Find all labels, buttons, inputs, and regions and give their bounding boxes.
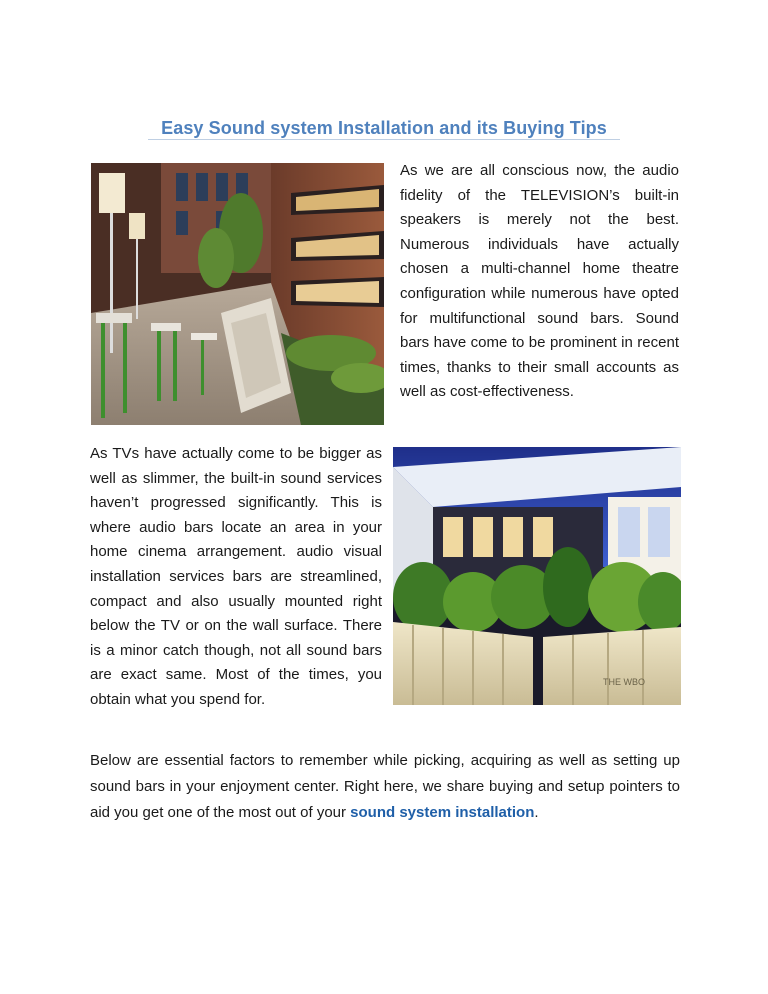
setup-paragraph xyxy=(90,748,680,826)
setup-text-end: . xyxy=(534,804,539,821)
page-title: Easy Sound system Installation and its Buying Tips xyxy=(161,118,607,139)
night-terrace-photo xyxy=(393,447,681,705)
setup-text: Below are essential factors to remember while picking, acquiring as well as setting up sound bars in your enjoyment center. Right here, we share buying and setup pointers to aid you get one of the most out of your xyxy=(90,752,680,821)
terrace-photo xyxy=(91,163,384,425)
sound-system-installation-link[interactable]: sound system installation xyxy=(350,804,535,821)
intro-paragraph: As we are all conscious now, the audio fidelity of the TELEVISION’s built-in speakers is merely not the best. Numerous individuals have actually chosen a multi-channel home theatre configuration while numerous have opted for multifunctional sound bars. Sound bars have come to be prominent in recent times, thanks to their small accounts as well as cost-effectiveness. xyxy=(400,162,679,401)
soundbar-paragraph: As TVs have actually come to be bigger as well as slimmer, the built-in sound services haven’t progressed significantly. This is where audio bars locate an area in your home cinema arrangement. audio visual installation services bars are streamlined, compact and also usually mounted right below the TV or on the wall surface. There is a minor catch though, not all sound bars are exact same. Most of the times, you obtain what you spend for. xyxy=(90,445,382,708)
title-underline xyxy=(148,139,620,140)
sign-text: THE WBO xyxy=(603,677,645,687)
